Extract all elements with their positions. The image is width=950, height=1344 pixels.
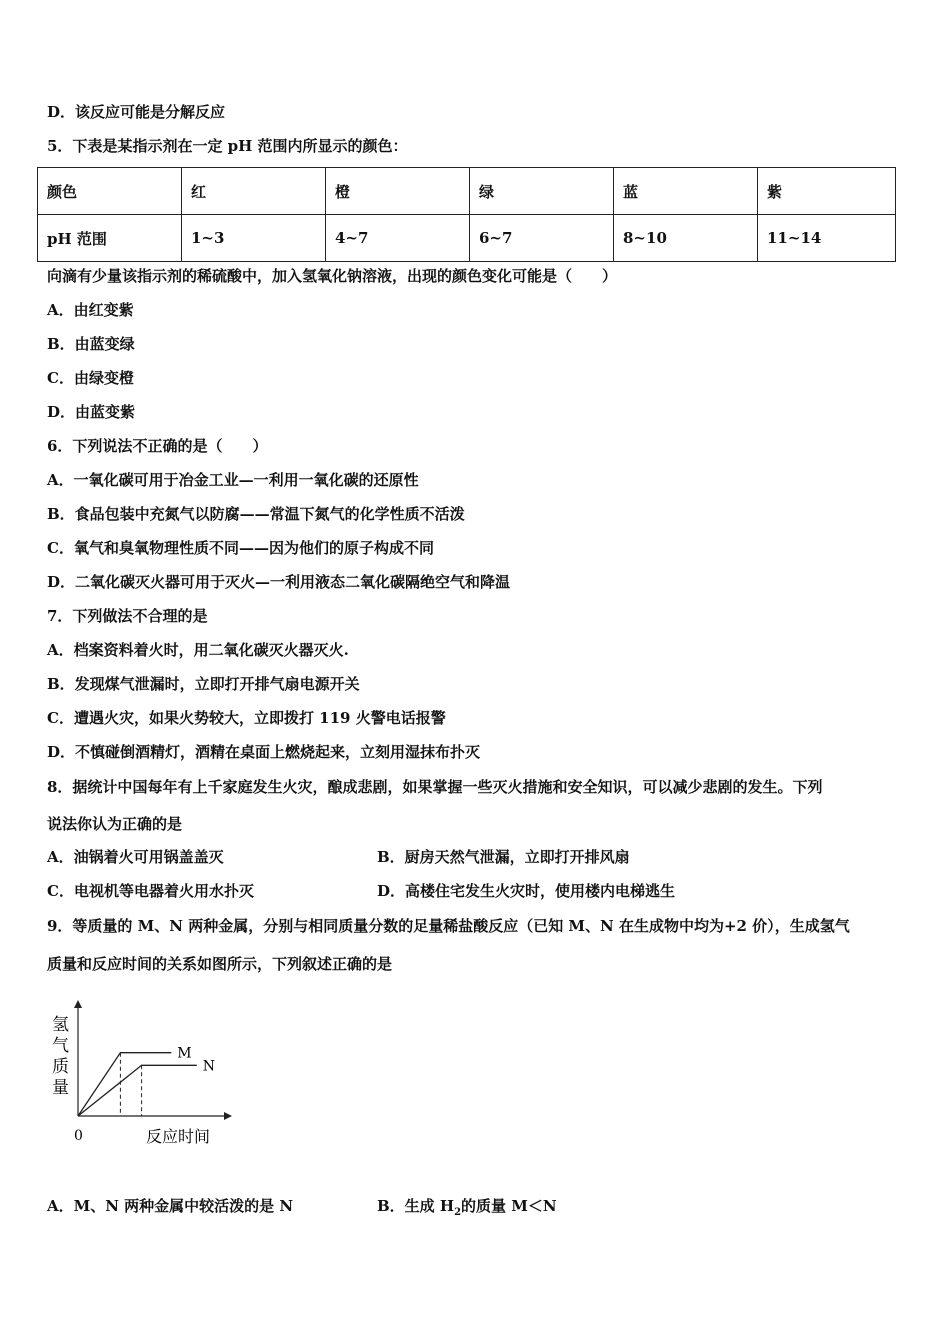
table-cell: 1~3	[182, 215, 326, 262]
x-axis-arrow-icon	[224, 1112, 232, 1120]
table-cell: 绿	[470, 168, 614, 215]
q4-option-d: D．该反应可能是分解反应	[47, 103, 226, 121]
table-cell: 8~10	[614, 215, 758, 262]
q9-option-b-subscript: 2	[454, 1207, 462, 1218]
q7-stem: 7．下列做法不合理的是	[47, 607, 208, 625]
table-cell: 11~14	[758, 215, 896, 262]
y-axis-label-char: 质	[52, 1057, 69, 1077]
ph-color-table	[37, 167, 896, 262]
q6-option-d: D．二氧化碳灭火器可用于灭火—一利用液态二氧化碳隔绝空气和降温	[47, 573, 511, 591]
q7-option-d: D．不慎碰倒酒精灯，酒精在桌面上燃烧起来，立刻用湿抹布扑灭	[47, 743, 481, 761]
q8-option-b: B．厨房天然气泄漏，立即打开排风扇	[377, 848, 630, 866]
hydrogen-mass-chart	[40, 1000, 240, 1150]
q5-question: 向滴有少量该指示剂的稀硫酸中，加入氢氧化钠溶液，出现的颜色变化可能是（ ）	[47, 267, 618, 285]
y-axis-label-char: 气	[52, 1036, 69, 1056]
q9-option-b	[377, 1196, 557, 1216]
q6-option-a: A．一氧化碳可用于冶金工业—一利用一氧化碳的还原性	[47, 471, 419, 489]
table-cell: pH 范围	[38, 215, 182, 262]
q9-option-a: A．M、N 两种金属中较活泼的是 N	[47, 1197, 294, 1215]
q8-stem-line1: 8．据统计中国每年有上千家庭发生火灾，酿成悲剧，如果掌握一些灭火措施和安全知识，可以减少悲剧的发生。下列	[47, 778, 823, 796]
origin-label: 0	[74, 1128, 83, 1144]
q5-stem: 5．下表是某指示剂在一定 pH 范围内所显示的颜色：	[47, 137, 408, 155]
q5-option-a: A．由红变紫	[47, 301, 134, 319]
table-cell: 红	[182, 168, 326, 215]
y-axis-label-char: 氢	[52, 1015, 69, 1035]
table-cell: 4~7	[326, 215, 470, 262]
y-axis-arrow-icon	[74, 1000, 82, 1008]
series-line-n	[78, 1065, 197, 1116]
q5-option-b: B．由蓝变绿	[47, 335, 135, 353]
table-cell: 6~7	[470, 215, 614, 262]
q5-option-d: D．由蓝变紫	[47, 403, 136, 421]
q9-option-b-post: 的质量 M＜N	[461, 1197, 557, 1215]
q7-option-c: C．遭遇火灾，如果火势较大，立即拨打 119 火警电话报警	[47, 709, 446, 727]
table-cell: 紫	[758, 168, 896, 215]
q6-stem: 6．下列说法不正确的是（ ）	[47, 437, 268, 455]
series-label-m: M	[177, 1045, 192, 1062]
series-label-n: N	[202, 1058, 216, 1075]
q7-option-a: A．档案资料着火时，用二氧化碳灭火器灭火.	[47, 641, 349, 659]
q8-option-c: C．电视机等电器着火用水扑灭	[47, 882, 254, 900]
q6-option-b: B．食品包装中充氮气以防腐——常温下氮气的化学性质不活泼	[47, 505, 465, 523]
y-axis-label	[52, 1015, 69, 1098]
q8-stem-line2: 说法你认为正确的是	[47, 815, 183, 833]
table-row	[38, 168, 896, 215]
table-row	[38, 215, 896, 262]
table-cell: 颜色	[38, 168, 182, 215]
q8-option-d: D．高楼住宅发生火灾时，使用楼内电梯逃生	[377, 882, 676, 900]
q7-option-b: B．发现煤气泄漏时，立即打开排气扇电源开关	[47, 675, 360, 693]
q9-stem-line2: 质量和反应时间的关系如图所示，下列叙述正确的是	[47, 955, 393, 973]
q9-option-b-pre: B．生成 H	[377, 1197, 455, 1215]
table-cell: 蓝	[614, 168, 758, 215]
q9-stem-line1: 9．等质量的 M、N 两种金属，分别与相同质量分数的足量稀盐酸反应（已知 M、N 在生成物中均为+2 价），生成氢气	[47, 917, 850, 935]
x-axis-label: 反应时间	[146, 1127, 211, 1146]
q5-option-c: C．由绿变橙	[47, 369, 134, 387]
series-line-m	[78, 1053, 171, 1116]
q8-option-a: A．油锅着火可用锅盖盖灭	[47, 848, 224, 866]
q6-option-c: C．氧气和臭氧物理性质不同——因为他们的原子构成不同	[47, 539, 434, 557]
table-cell: 橙	[326, 168, 470, 215]
y-axis-label-char: 量	[52, 1078, 69, 1098]
